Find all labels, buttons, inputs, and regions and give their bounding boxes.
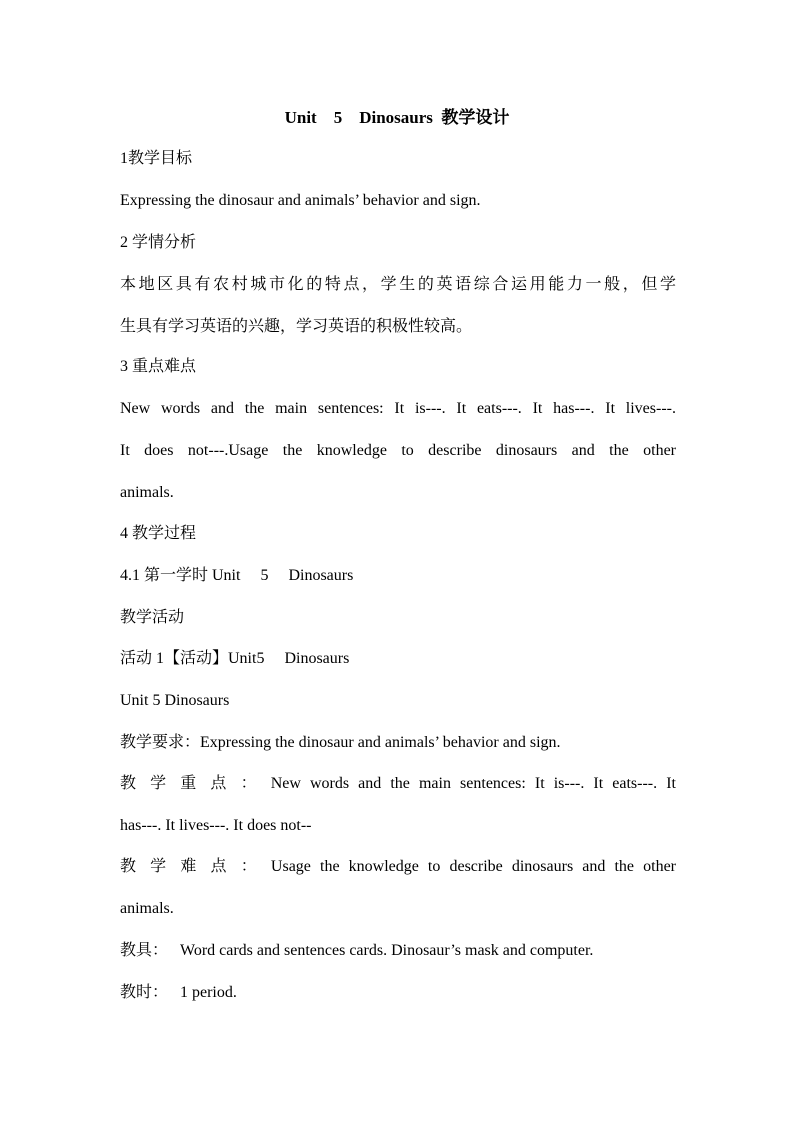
teaching-key-points-line-1: 教 学 重 点 ： New words and the main sentences: It is---. It eats---. It bbox=[120, 775, 676, 792]
teaching-difficulties-line-1: 教 学 难 点 ： Usage the knowledge to describe dinosaurs and the other bbox=[120, 858, 676, 875]
unit-subtitle: Unit 5 Dinosaurs bbox=[120, 692, 230, 709]
key-points-text-line-1: New words and the main sentences: It is---. It eats---. It has---. It lives---. bbox=[120, 400, 676, 417]
section-heading-analysis: 2 学情分析 bbox=[120, 234, 197, 251]
activity-1-heading: 活动 1【活动】Unit5 Dinosaurs bbox=[120, 650, 350, 667]
section-heading-process: 4 教学过程 bbox=[120, 525, 197, 542]
objectives-text: Expressing the dinosaur and animals’ behavior and sign. bbox=[120, 192, 481, 209]
teaching-requirements: 教学要求：Expressing the dinosaur and animals’ behavior and sign. bbox=[120, 734, 561, 751]
key-points-text-line-3: animals. bbox=[120, 484, 174, 501]
teaching-aids: 教具： Word cards and sentences cards. Dinosaur’s mask and computer. bbox=[120, 942, 594, 959]
teaching-key-points-line-2: has---. It lives---. It does not-- bbox=[120, 817, 312, 834]
lesson-heading: 4.1 第一学时 Unit 5 Dinosaurs bbox=[120, 567, 354, 584]
activities-heading: 教学活动 bbox=[120, 609, 185, 626]
key-points-text-line-2: It does not---.Usage the knowledge to describe dinosaurs and the other bbox=[120, 442, 676, 459]
analysis-text-line-2: 生具有学习英语的兴趣，学习英语的积极性较高。 bbox=[120, 318, 473, 335]
document-title: Unit 5 Dinosaurs 教学设计 bbox=[284, 108, 510, 127]
section-heading-objectives: 1教学目标 bbox=[120, 150, 193, 167]
teaching-time: 教时： 1 period. bbox=[120, 984, 237, 1001]
analysis-text-line-1: 本地区具有农村城市化的特点，学生的英语综合运用能力一般，但学 bbox=[120, 276, 676, 293]
section-heading-key-points: 3 重点难点 bbox=[120, 358, 197, 375]
teaching-difficulties-line-2: animals. bbox=[120, 900, 174, 917]
